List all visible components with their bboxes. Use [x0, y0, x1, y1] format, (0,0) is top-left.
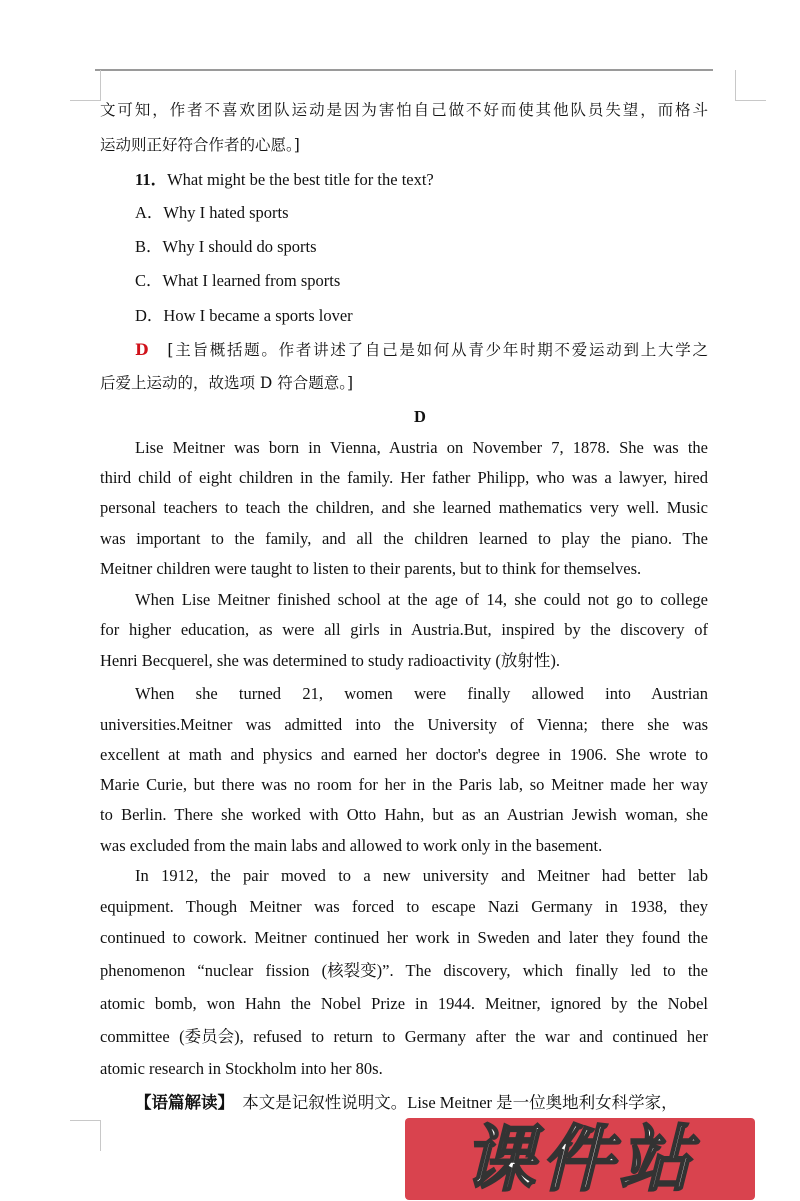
crop-mark [735, 70, 766, 101]
text-line [100, 619, 708, 641]
section-heading [0, 406, 800, 428]
text-line [100, 960, 708, 982]
line-text: When she turned 21, women were finally allowed into Austrian [135, 684, 708, 703]
text-line [100, 714, 708, 736]
text-line [100, 528, 708, 550]
text-line [135, 437, 708, 459]
line-text: was excluded from the main labs and allowed to work only in the basement. [100, 836, 603, 855]
text-line [100, 650, 708, 672]
text-line [100, 896, 708, 918]
line-text: atomic bomb, won Hahn the Nobel Prize in 1944. Meitner, ignored by the Nobel [100, 994, 708, 1013]
text-line [100, 1026, 708, 1048]
text-line [100, 99, 708, 121]
text-line [135, 339, 708, 361]
line-text: B．Why I should do sports [135, 237, 317, 256]
line-text: Lise Meitner was born in Vienna, Austria on November 7, 1878. She was the [135, 438, 708, 457]
question-line [135, 169, 743, 191]
text-line [135, 1092, 708, 1114]
text-line [100, 927, 708, 949]
line-text: phenomenon “nuclear fission (核裂变)”. The discovery, which finally led to the [100, 961, 708, 980]
text-line [135, 865, 708, 887]
question-line [135, 270, 743, 292]
line-text: D．How I became a sports lover [135, 306, 353, 325]
line-text: When Lise Meitner finished school at the age of 14, she could not go to college [135, 590, 708, 609]
line-text: equipment. Though Meitner was forced to escape Nazi Germany in 1938, they [100, 897, 708, 916]
line-text: to Berlin. There she worked with Otto Hahn, but as an Austrian Jewish woman, she [100, 805, 708, 824]
line-text: 运动则正好符合作者的心愿。] [100, 136, 300, 154]
text-line [135, 683, 708, 705]
text-line [100, 558, 708, 580]
crop-mark [70, 1120, 101, 1151]
text-line [100, 804, 708, 826]
crop-mark [70, 70, 101, 101]
text-line [100, 1058, 708, 1080]
line-text: was important to the family, and all the children learned to play the piano. The [100, 529, 708, 548]
section-label: 【语篇解读】 [135, 1093, 226, 1112]
text-line [100, 774, 708, 796]
line-text: Marie Curie, but there was no room for her in the Paris lab, so Meitner made her way [100, 775, 708, 794]
line-text: continued to cowork. Meitner continued her work in Sweden and later they found the [100, 928, 708, 947]
page-header-rule [95, 69, 713, 71]
line-text: personal teachers to teach the children, and she learned mathematics very well. Music [100, 498, 708, 517]
line-text: What might be the best title for the text? [167, 170, 434, 189]
question-line [135, 236, 743, 258]
text-line [100, 372, 708, 394]
watermark-text: 课件站 [462, 1117, 697, 1201]
text-line [100, 467, 708, 489]
line-text: A．Why I hated sports [135, 203, 289, 222]
question-number: 11． [135, 170, 168, 189]
question-line [135, 202, 743, 224]
line-text: D [414, 407, 426, 426]
line-text: In 1912, the pair moved to a new university and Meitner had better lab [135, 866, 708, 885]
line-text: for higher education, as were all girls in Austria.But, inspired by the discovery of [100, 620, 708, 639]
line-text: 文可知，作者不喜欢团队运动是因为害怕自己做不好而使其他队员失望，而格斗 [100, 101, 710, 119]
text-line [100, 134, 708, 156]
text-line [100, 835, 708, 857]
text-line [100, 744, 708, 766]
text-line [100, 497, 708, 519]
answer-key: D [135, 340, 151, 359]
line-text: 后爱上运动的，故选项 D 符合题意。] [100, 374, 354, 392]
line-text: Meitner children were taught to listen to their parents, but to think for themselves. [100, 559, 642, 578]
line-text: Henri Becquerel, she was determined to study radioactivity (放射性). [100, 651, 561, 670]
line-text: C．What I learned from sports [135, 271, 341, 290]
line-text: [主旨概括题。作者讲述了自己是如何从青少年时期不爱运动到上大学之 [150, 341, 710, 359]
line-text: atomic research in Stockholm into her 80s. [100, 1059, 383, 1078]
text-line [135, 589, 708, 611]
line-text: excellent at math and physics and earned her doctor's degree in 1906. She wrote to [100, 745, 708, 764]
text-line [100, 993, 708, 1015]
line-text: committee (委员会), refused to return to Germany after the war and continued her [100, 1027, 708, 1046]
line-text: 本文是记叙性说明文。Lise Meitner 是一位奥地利女科学家， [225, 1093, 678, 1112]
line-text: third child of eight children in the family. Her father Philipp, who was a lawyer, hired [100, 468, 708, 487]
question-line [135, 305, 743, 327]
line-text: universities.Meitner was admitted into the University of Vienna; there she was [100, 715, 708, 734]
